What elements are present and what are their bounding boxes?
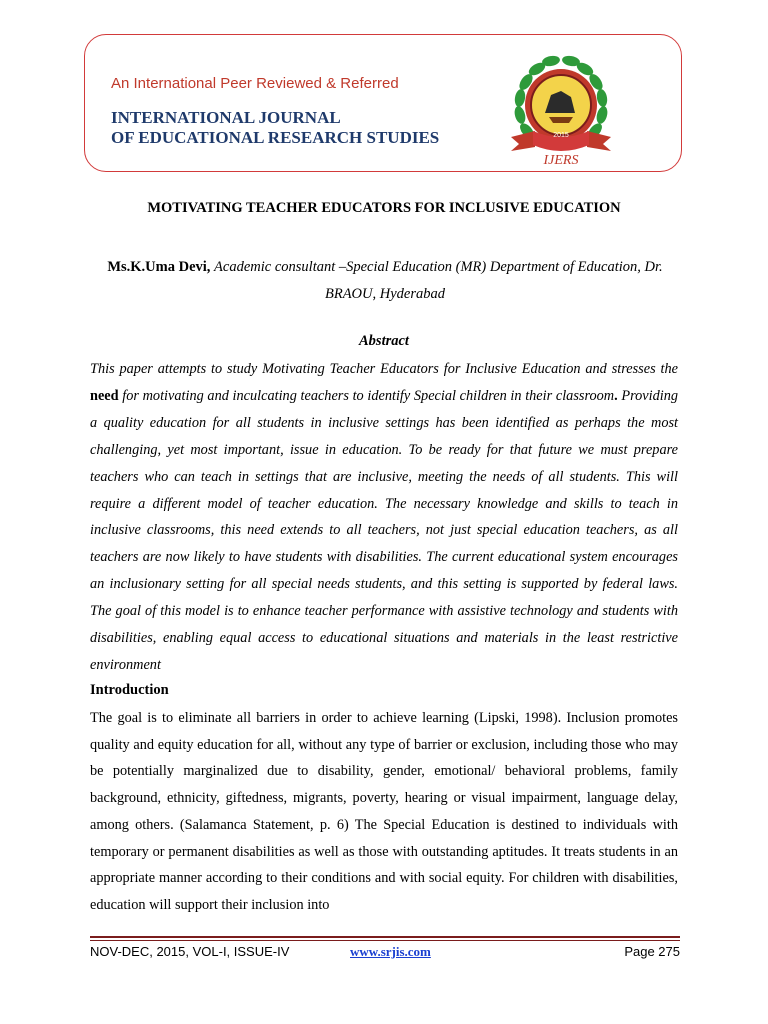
journal-title-line2: OF EDUCATIONAL RESEARCH STUDIES xyxy=(111,128,440,147)
footer-page-number: Page 275 xyxy=(624,944,680,959)
abstract-part3: Providing a quality education for all students in inclusive settings has been identified as perhaps the most challenging, yet most important, issue in education. To be ready for that future we must prepare teachers who can teach in settings that are inclusive, meeting the needs of all students. This will require a different model of teacher education. The necessary knowledge and skills to teach in inclusive classrooms, this need extends to all teachers, not just special education teachers, as all teachers are now likely to have students with disabilities. The current educational system encourages an inclusionary setting for all special needs students, and this setting is supported by federal laws. The goal of this model is to enhance teacher performance with assistive technology and students with disabilities, enabling equal access to educational situations and materials in the least restrictive environment xyxy=(90,387,678,673)
footer-divider xyxy=(90,936,680,938)
abstract-part2: for motivating and inculcating teachers to identify Special children in their classroom xyxy=(118,387,615,404)
footer-website-link[interactable]: www.srjis.com xyxy=(350,944,431,959)
footer-divider-thin xyxy=(90,940,680,941)
introduction-heading: Introduction xyxy=(90,682,169,698)
abstract-bold-period: . xyxy=(614,387,618,404)
journal-logo-emblem xyxy=(505,51,617,167)
logo-text: IJERS xyxy=(543,153,579,167)
journal-logo xyxy=(505,51,617,167)
page-footer xyxy=(90,944,680,964)
journal-title xyxy=(111,108,439,148)
abstract-bold-need: need xyxy=(90,387,119,404)
abstract-text xyxy=(90,356,678,679)
footer-issue: NOV-DEC, 2015, VOL-I, ISSUE-IV xyxy=(90,944,290,959)
abstract-heading: Abstract xyxy=(359,333,409,349)
journal-banner xyxy=(84,34,682,172)
logo-year: 2015 xyxy=(553,132,569,139)
author-affiliation: Academic consultant –Special Education (MR) Department of Education, Dr. BRAOU, Hyderabad xyxy=(214,259,663,302)
introduction-text: The goal is to eliminate all barriers in order to achieve learning (Lipski, 1998). Inclusion promotes quality and equity education for all, without any type of barrier or exclusion, including those who may be potentially marginalized due to disability, gender, emotional/ behavioral problems, family background, ethnicity, giftedness, migrants, poverty, hearing or visual impairment, language delay, among others. (Salamanca Statement, p. 6) The Special Education is destined to individuals with temporary or permanent disabilities as well as those with outstanding aptitudes. It treats students in an appropriate manner according to their conditions and with social equity. For children with disabilities, education will support their inclusion into xyxy=(90,710,678,913)
journal-tagline: An International Peer Reviewed & Referred xyxy=(111,75,399,92)
abstract-part1: This paper attempts to study Motivating Teacher Educators for Inclusive Education and stresses the xyxy=(90,361,678,377)
author-name: Ms.K.Uma Devi, xyxy=(107,259,211,275)
author-block xyxy=(90,254,680,308)
journal-title-line1: INTERNATIONAL JOURNAL xyxy=(111,108,341,127)
paper-title: MOTIVATING TEACHER EDUCATORS FOR INCLUSIVE EDUCATION xyxy=(147,200,621,216)
